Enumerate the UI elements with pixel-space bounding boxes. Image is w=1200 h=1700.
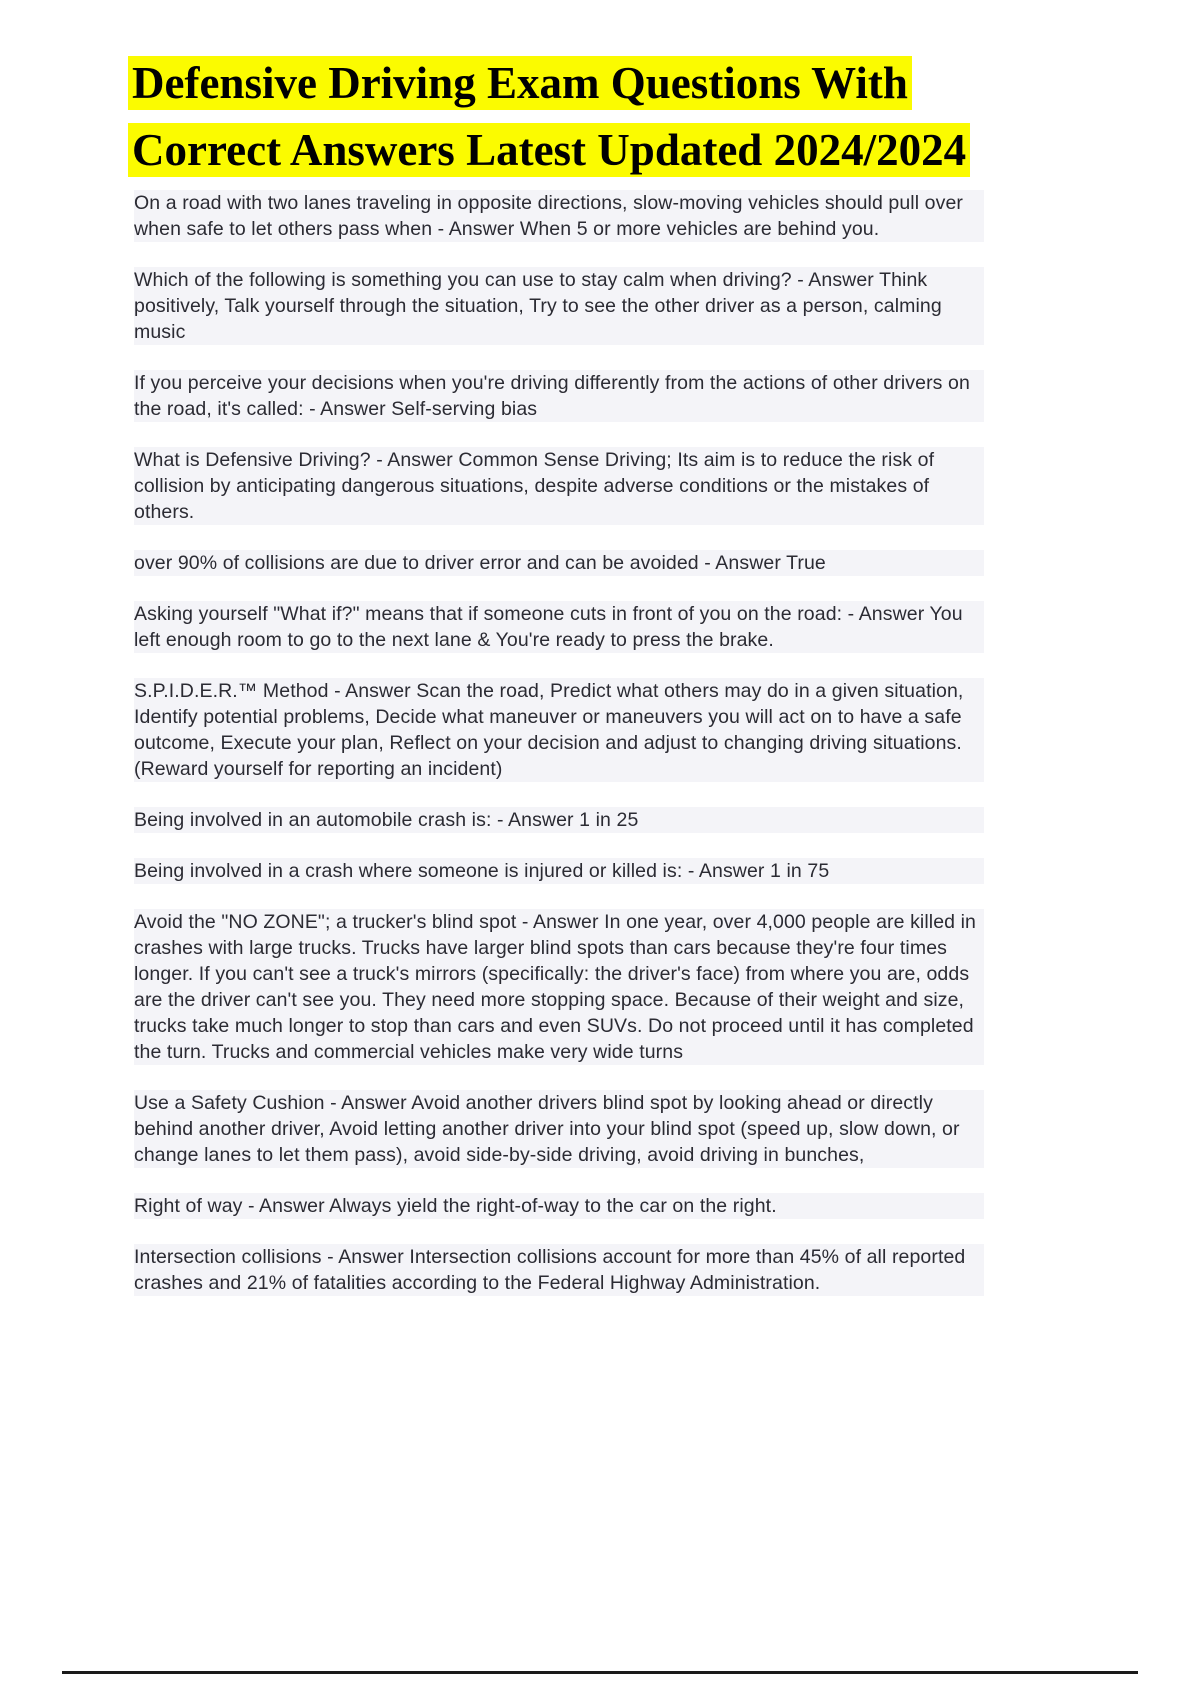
page-title [128, 55, 1048, 189]
title-line-2: Correct Answers Latest Updated 2024/2024 [128, 123, 970, 177]
qa-paragraph: Which of the following is something you can use to stay calm when driving? - Answer Think positively, Talk yourself through the situation, Try to see the other driver as a person, calming music [134, 267, 984, 345]
qa-paragraph: Use a Safety Cushion - Answer Avoid another drivers blind spot by looking ahead or directly behind another driver, Avoid letting another driver into your blind spot (speed up, slow down, or change lanes to let them pass), avoid side-by-side driving, avoid driving in bunches, [134, 1090, 984, 1168]
qa-paragraph: What is Defensive Driving? - Answer Common Sense Driving; Its aim is to reduce the risk of collision by anticipating dangerous situations, despite adverse conditions or the mistakes of others. [134, 447, 984, 525]
qa-paragraph: Asking yourself "What if?" means that if someone cuts in front of you on the road: - Answer You left enough room to go to the next lane & You're ready to press the brake. [134, 601, 984, 653]
title-line-1-wrap [128, 55, 1048, 122]
qa-paragraph: Being involved in a crash where someone is injured or killed is: - Answer 1 in 75 [134, 858, 984, 884]
qa-paragraph: Being involved in an automobile crash is: - Answer 1 in 25 [134, 807, 984, 833]
qa-paragraph: On a road with two lanes traveling in opposite directions, slow-moving vehicles should pull over when safe to let others pass when - Answer When 5 or more vehicles are behind you. [134, 190, 984, 242]
qa-paragraph: Right of way - Answer Always yield the right-of-way to the car on the right. [134, 1193, 984, 1219]
title-line-1: Defensive Driving Exam Questions With [128, 56, 912, 110]
qa-paragraph: Intersection collisions - Answer Intersection collisions account for more than 45% of all reported crashes and 21% of fatalities according to the Federal Highway Administration. [134, 1244, 984, 1296]
qa-paragraph: Avoid the "NO ZONE"; a trucker's blind spot - Answer In one year, over 4,000 people are killed in crashes with large trucks. Trucks have larger blind spots than cars because they're four times longer. If you can't see a truck's mirrors (specifically: the driver's face) from where you are, odds are the driver can't see you. They need more stopping space. Because of their weight and size, trucks take much longer to stop than cars and even SUVs. Do not proceed until it has completed the turn. Trucks and commercial vehicles make very wide turns [134, 909, 984, 1065]
qa-paragraph: If you perceive your decisions when you're driving differently from the actions of other drivers on the road, it's called: - Answer Self-serving bias [134, 370, 984, 422]
qa-paragraph: over 90% of collisions are due to driver error and can be avoided - Answer True [134, 550, 984, 576]
title-line-2-wrap [128, 122, 1048, 189]
qa-paragraph: S.P.I.D.E.R.™ Method - Answer Scan the road, Predict what others may do in a given situation, Identify potential problems, Decide what maneuver or maneuvers you will act on to have a safe outcome, Execute your plan, Reflect on your decision and adjust to changing driving situations. (Reward yourself for reporting an incident) [134, 678, 984, 782]
document-body [134, 190, 984, 1296]
footer-divider [62, 1671, 1138, 1674]
